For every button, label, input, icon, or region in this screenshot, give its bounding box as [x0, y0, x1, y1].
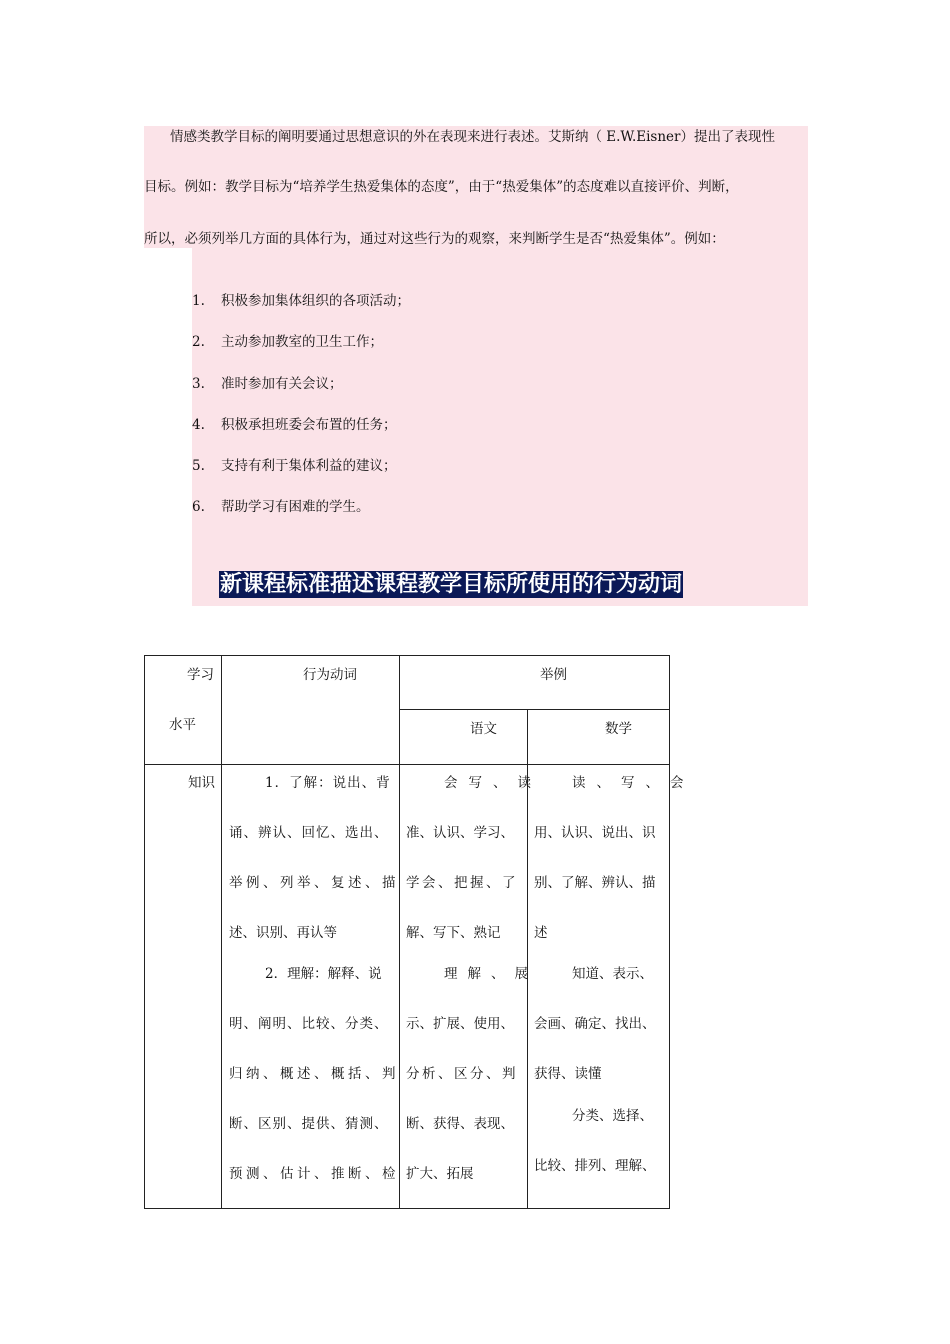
list-item: 5. 支持有利于集体利益的建议； — [192, 458, 397, 474]
chinese-line: 示、扩展、使用、 — [406, 1016, 514, 1032]
list-item: 1. 积极参加集体组织的各项活动； — [192, 293, 410, 309]
math-line: 获得、读懂 — [534, 1066, 602, 1082]
header-level-line2: 水平 — [169, 717, 196, 733]
header-chinese: 语文 — [470, 721, 497, 737]
table-divider — [400, 709, 669, 710]
verbs-line: 2．理解：解释、说 — [265, 966, 382, 982]
list-item: 2. 主动参加教室的卫生工作； — [192, 334, 383, 350]
chinese-line: 解、写下、熟记 — [406, 925, 501, 941]
math-line: 比较、排列、理解、 — [534, 1158, 656, 1174]
verbs-line: 诵、辨认、回忆、选出、 — [229, 825, 389, 841]
chinese-line: 扩大、拓展 — [406, 1166, 474, 1182]
header-example: 举例 — [540, 667, 567, 683]
verbs-line: 1．了解：说出、背 — [265, 775, 391, 791]
intro-line: 情感类教学目标的阐明要通过思想意识的外在表现来进行表述。艾斯纳（ E.W.Eisner）提出了表现性 — [170, 129, 775, 145]
header-verbs: 行为动词 — [303, 667, 357, 683]
math-line: 分类、选择、 — [572, 1108, 653, 1124]
verbs-line: 举例、列举、复述、描 — [229, 875, 399, 891]
math-line: 知道、表示、 — [572, 966, 653, 982]
verbs-line: 述、识别、再认等 — [229, 925, 337, 941]
math-line: 别、了解、辨认、描 — [534, 875, 656, 891]
math-line: 会画、确定、找出、 — [534, 1016, 656, 1032]
math-line: 用、认识、说出、识 — [534, 825, 656, 841]
verbs-line: 明、阐明、比较、分类、 — [229, 1016, 389, 1032]
table-divider — [145, 764, 669, 765]
chinese-line: 会写、读 — [444, 775, 542, 791]
header-level-line1: 学习 — [187, 667, 214, 683]
verbs-line: 归纳、概述、概括、判 — [229, 1066, 399, 1082]
table-divider — [221, 656, 222, 1208]
chinese-line: 理解、展 — [444, 966, 538, 982]
intro-line: 目标。例如：教学目标为“培养学生热爱集体的态度”，由于“热爱集体”的态度难以直接评价、判断， — [144, 179, 739, 195]
header-math: 数学 — [605, 721, 632, 737]
section-heading: 新课程标准描述课程教学目标所使用的行为动词 — [220, 572, 683, 597]
math-line: 述 — [534, 925, 548, 941]
chinese-line: 断、获得、表现、 — [406, 1116, 514, 1132]
table-divider — [399, 656, 400, 1208]
verbs-line: 断、区别、提供、猜测、 — [229, 1116, 389, 1132]
verbs-line: 预测、估计、推断、检 — [229, 1166, 399, 1182]
list-item: 6. 帮助学习有困难的学生。 — [192, 499, 370, 515]
list-item: 4. 积极承担班委会布置的任务； — [192, 417, 397, 433]
chinese-line: 准、认识、学习、 — [406, 825, 514, 841]
row-level: 知识 — [188, 775, 215, 791]
behavior-verbs-table — [144, 655, 695, 1209]
math-line: 读、写、会 — [572, 775, 695, 791]
intro-line: 所以，必须列举几方面的具体行为，通过对这些行为的观察，来判断学生是否“热爱集体”。例如： — [144, 231, 725, 247]
chinese-line: 学会、把握、了 — [406, 875, 518, 891]
list-item: 3. 准时参加有关会议； — [192, 376, 343, 392]
chinese-line: 分析、区分、判 — [406, 1066, 518, 1082]
